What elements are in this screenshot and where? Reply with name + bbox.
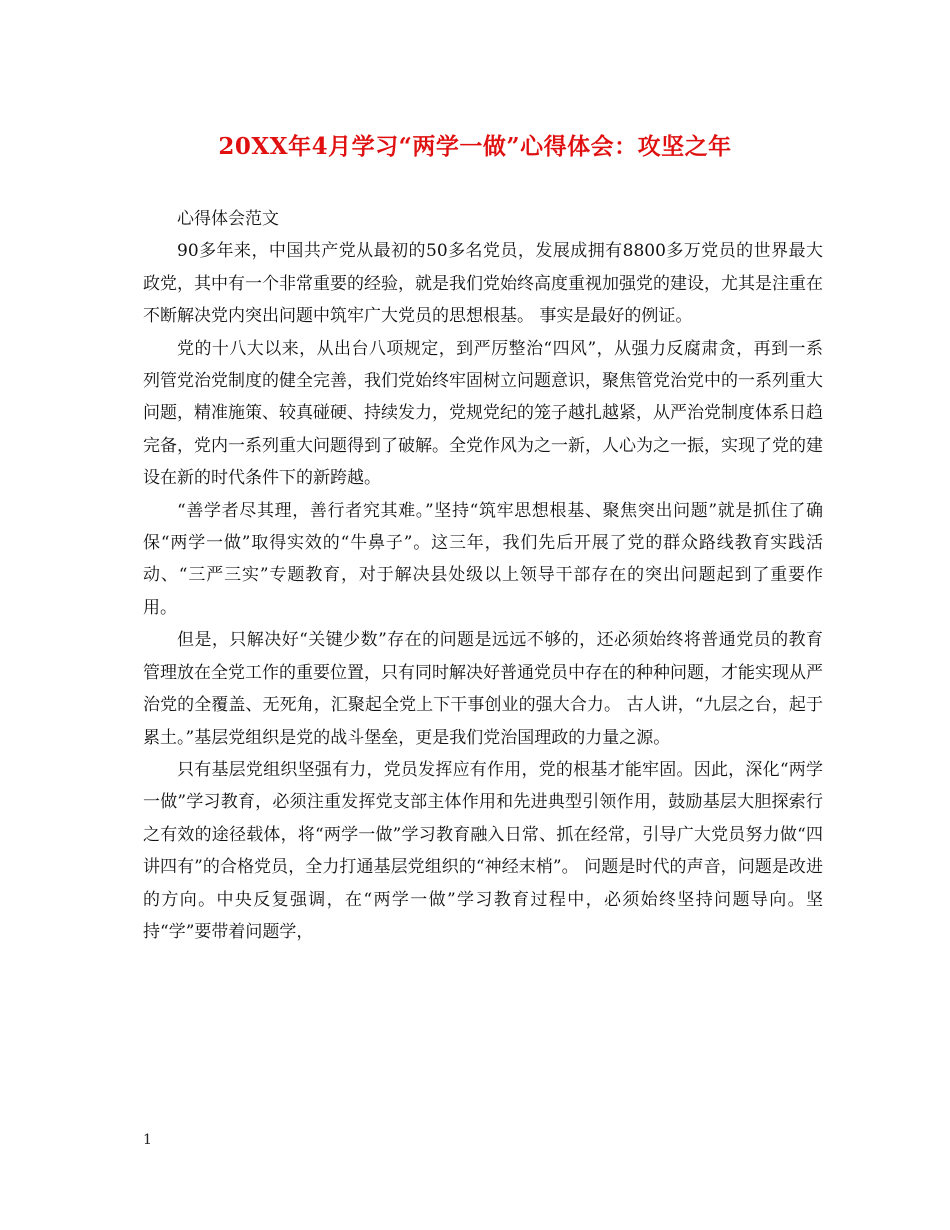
- paragraph: 但是，只解决好“关键少数”存在的问题是远远不够的，还必须始终将普通党员的教育管理放在全党工作的重要位置，只有同时解决好普通党员中存在的种种问题，才能实现从严治党的全覆盖、无死角，汇聚起全党上下干事创业的强大合力。 古人讲，“九层之台，起于累土。”基层党组织是党的战斗堡垒，更是我们党治国理政的力量之源。: [143, 630, 823, 748]
- paragraph: 只有基层党组织坚强有力，党员发挥应有作用，党的根基才能牢固。因此，深化“两学一做”学习教育，必须注重发挥党支部主体作用和先进典型引领作用，鼓励基层大胆探索行之有效的途径载体，将“两学一做”学习教育融入日常、抓在经常，引导广大党员努力做“四讲四有”的合格党员，全力打通基层党组织的“神经末梢”。 问题是时代的声音，问题是改进的方向。中央反复强调，在“两学一做”学习教育过程中，必须始终坚持问题导向。坚持“学”要带着问题学，: [143, 759, 823, 942]
- document-title: 20XX年4月学习“两学一做”心得体会：攻坚之年: [218, 133, 732, 160]
- paragraph: 党的十八大以来，从出台八项规定，到严厉整治“四风”，从强力反腐肃贪，再到一系列管党治党制度的健全完善，我们党始终牢固树立问题意识，聚焦管党治党中的一系列重大问题，精准施策、较真碰硬、持续发力，党规党纪的笼子越扎越紧，从严治党制度体系日趋完备，党内一系列重大问题得到了破解。全党作风为之一新，人心为之一振，实现了党的建设在新的时代条件下的新跨越。: [143, 338, 823, 489]
- document-body: [143, 203, 823, 948]
- paragraph-subtitle: 心得体会范文: [177, 209, 279, 229]
- paragraph: “善学者尽其理，善行者究其难。”坚持“筑牢思想根基、聚焦突出问题”就是抓住了确保“两学一做”取得实效的“牛鼻子”。这三年，我们先后开展了党的群众路线教育实践活动、“三严三实”专题教育，对于解决县处级以上领导干部存在的突出问题起到了重要作用。: [143, 500, 823, 618]
- page-number: 1: [143, 1132, 152, 1148]
- paragraph: 90多年来，中国共产党从最初的50多名党员，发展成拥有8800多万党员的世界最大政党，其中有一个非常重要的经验，就是我们党始终高度重视加强党的建设，尤其是注重在不断解决党内突出问题中筑牢广大党员的思想根基。 事实是最好的例证。: [143, 241, 823, 327]
